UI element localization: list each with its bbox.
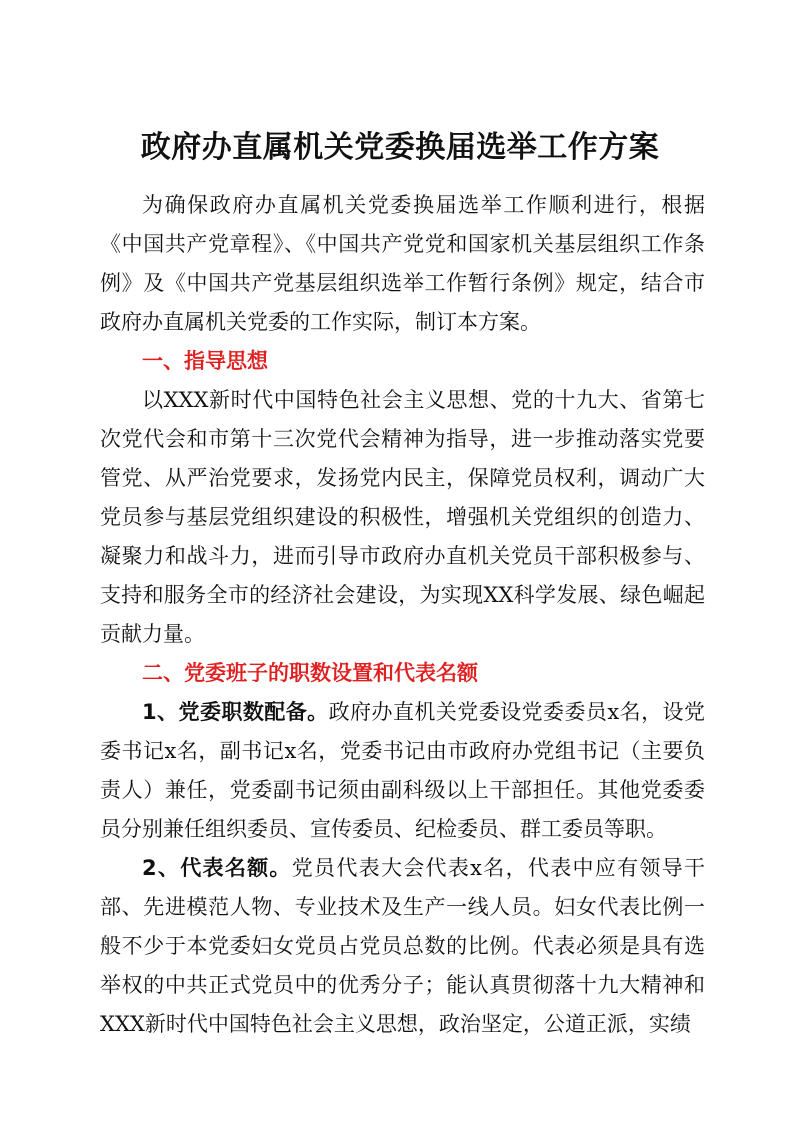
delegate-quota-lead: 2、代表名额。 bbox=[142, 856, 292, 880]
section-heading-guiding-thought: 一、指导思想 bbox=[142, 349, 268, 373]
committee-positions-paragraph bbox=[100, 693, 705, 849]
document-body bbox=[100, 186, 705, 1044]
intro-paragraph: 为确保政府办直属机关党委换届选举工作顺利进行，根据《中国共产党章程》、《中国共产党党和国家机关基层组织工作条例》及《中国共产党基层组织选举工作暂行条例》规定，结合市政府办直属机关党委的工作实际，制订本方案。 bbox=[100, 193, 705, 334]
section-heading-committee-setup: 二、党委班子的职数设置和代表名额 bbox=[142, 661, 478, 685]
committee-positions-lead: 1、党委职数配备。 bbox=[142, 700, 329, 724]
document-title: 政府办直属机关党委换届选举工作方案 bbox=[140, 130, 660, 165]
delegate-quota-paragraph bbox=[100, 849, 705, 1044]
delegate-quota-text: 党员代表大会代表x名，代表中应有领导干部、先进模范人物、专业技术及生产一线人员。妇女代表比例一般不少于本党委妇女党员占党员总数的比例。代表必须是具有选举权的中共正式党员中的优秀分子；能认真贯彻落十九大精神和XXX新时代中国特色社会主义思想，政治坚定，公道正派，实绩 bbox=[100, 856, 705, 1036]
committee-positions-text: 政府办直机关党委设党委委员x名，设党委书记x名，副书记x名，党委书记由市政府办党组书记（主要负责人）兼任，党委副书记须由副科级以上干部担任。其他党委委员分别兼任组织委员、宣传委员、纪检委员、群工委员等职。 bbox=[100, 700, 705, 841]
guiding-thought-paragraph: 以XXX新时代中国特色社会主义思想、党的十九大、省第七次党代会和市第十三次党代会精神为指导，进一步推动落实党要管党、从严治党要求，发扬党内民主，保障党员权利，调动广大党员参与基层党组织建设的积极性，增强机关党组织的创造力、凝聚力和战斗力，进而引导市政府办直机关党员干部积极参与、支持和服务全市的经济社会建设，为实现XX科学发展、绿色崛起贡献力量。 bbox=[100, 388, 705, 646]
